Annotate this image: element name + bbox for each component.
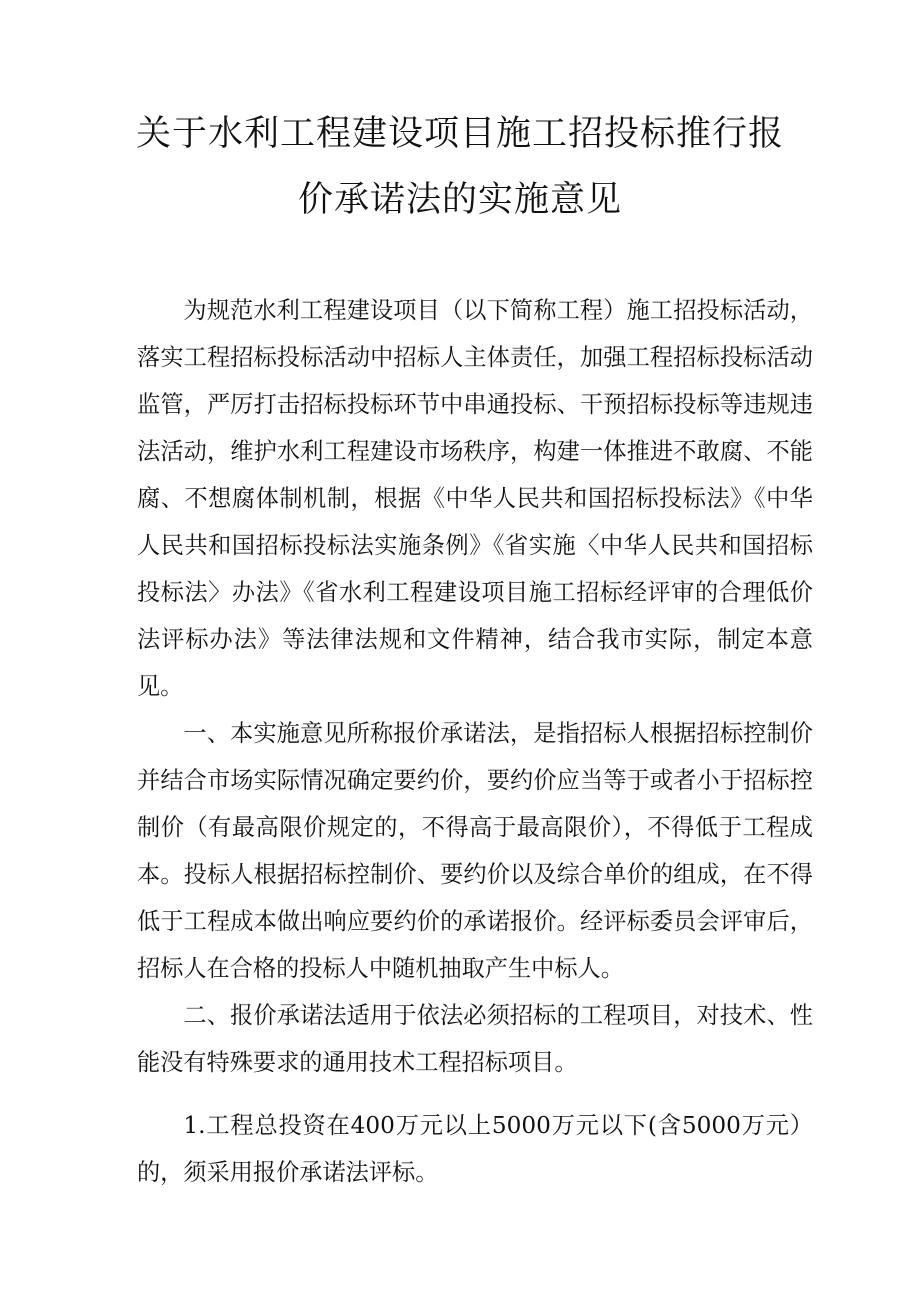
document-title-line-1: 关于水利工程建设项目施工招投标推行报 (135, 114, 784, 154)
paragraph-item-1: 1.工程总投资在400万元以上5000万元以下(含5000万元）的，须采用报价承诺法评标。 (137, 1112, 813, 1186)
paragraph-section-1: 一、本实施意见所称报价承诺法，是指招标人根据招标控制价并结合市场实际情况确定要约价，要约价应当等于或者小于招标控制价（有最高限价规定的，不得高于最高限价），不得低于工程成本。投标人根据招标控制价、要约价以及综合单价的组成，在不得低于工程成本做出响应要约价的承诺报价。经评标委员会评审后，招标人在合格的投标人中随机抽取产生中标人。 (137, 720, 813, 982)
document-title-line-2: 价承诺法的实施意见 (297, 180, 622, 220)
paragraph-preamble: 为规范水利工程建设项目（以下简称工程）施工招投标活动，落实工程招标投标活动中招标人主体责任，加强工程招标投标活动监管，严厉打击招标投标环节中串通投标、干预招标投标等违规违法活动，维护水利工程建设市场秩序，构建一体推进不敢腐、不能腐、不想腐体制机制，根据《中华人民共和国招标投标法》《中华人民共和国招标投标法实施条例》《省实施〈中华人民共和国招标投标法〉办法》《省水利工程建设项目施工招标经评审的合理低价法评标办法》等法律法规和文件精神，结合我市实际，制定本意见。 (137, 297, 813, 700)
document-body (137, 287, 813, 1196)
paragraph-section-2: 二、报价承诺法适用于依法必须招标的工程项目，对技术、性能没有特殊要求的通用技术工程招标项目。 (137, 1002, 813, 1076)
